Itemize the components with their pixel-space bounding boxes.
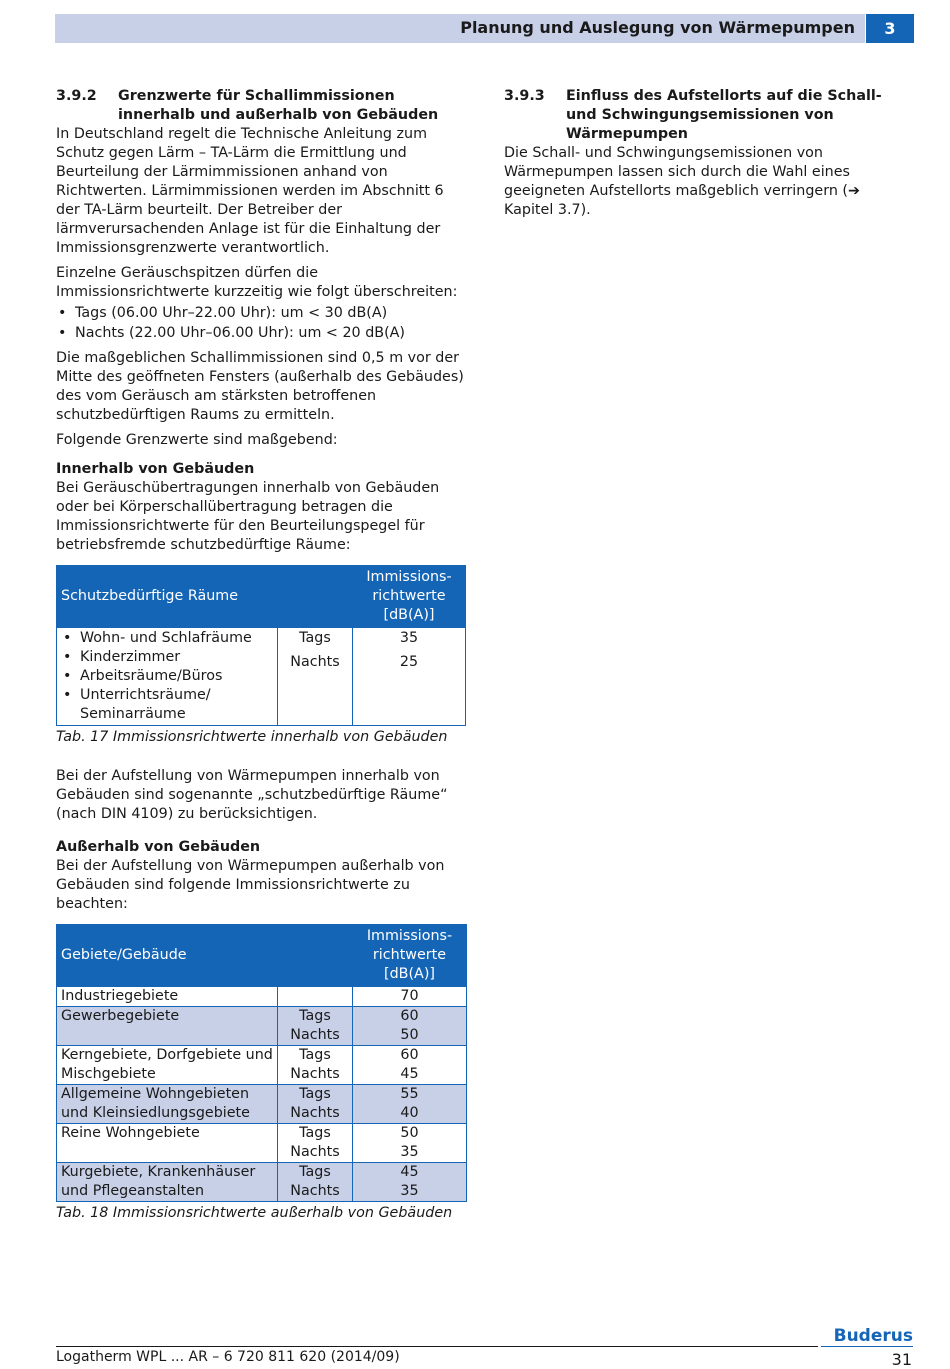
list-item: • Tags (06.00 Uhr–22.00 Uhr): um < 30 dB(A) <box>56 304 468 323</box>
table-header-cell <box>278 925 353 987</box>
paragraph-inside: Bei Geräuschübertragungen innerhalb von Gebäuden oder bei Körperschallübertragung betragen die Immissionsrichtwerte für den Beurteilungspegel für betriebsfremde schutzbedürftige Räume: <box>56 480 440 553</box>
table-cell: 70 <box>353 987 467 1007</box>
table-cell <box>353 1046 467 1085</box>
cell-line: 50 <box>400 1125 419 1141</box>
left-column <box>56 87 468 1243</box>
table-row <box>57 1046 467 1085</box>
section-heading-392 <box>56 87 468 125</box>
table-header-cell <box>353 566 466 628</box>
list-item: • Wohn- und Schlafräume <box>61 629 273 648</box>
cell-line: Nachts <box>290 1105 340 1121</box>
cell-line: 40 <box>400 1105 419 1121</box>
cell-line: 25 <box>399 654 419 670</box>
table-cell: Kurgebiete, Krankenhäuser und Pflegeanstalten <box>57 1163 278 1202</box>
footer-rule <box>56 1346 818 1347</box>
list-item: • Arbeitsräume/Büros <box>61 667 273 686</box>
table-18 <box>56 924 467 1202</box>
cell-line: Tags <box>299 1047 331 1063</box>
table-cell <box>353 1163 467 1202</box>
table-cell: Allgemeine Wohngebieten und Kleinsiedlungsgebiete <box>57 1085 278 1124</box>
table-header-cell: Gebiete/Gebäude <box>57 925 278 987</box>
section-title: Grenzwerte für Schallimmissionen innerhalb und außerhalb von Gebäuden <box>118 88 439 123</box>
cell-line: 60 <box>400 1008 419 1024</box>
table-header-cell <box>278 566 353 628</box>
header-line: richtwerte <box>372 947 447 963</box>
header-line: richtwerte <box>372 588 446 604</box>
buderus-logo: Buderus <box>833 1326 913 1346</box>
section-heading-393 <box>504 87 904 144</box>
table-cell <box>353 1124 467 1163</box>
table-cell <box>353 1085 467 1124</box>
section-title: Einfluss des Aufstellorts auf die Schall- und Schwingungsemissionen von Wärmepumpen <box>566 88 882 142</box>
cell-line: Nachts <box>290 654 340 670</box>
paragraph-location: Die Schall- und Schwingungsemissionen von Wärmepumpen lassen sich durch die Wahl eines geeigneten Aufstellorts maßgeblich verringern (➔ Kapitel 3.7). <box>504 145 860 218</box>
right-column <box>504 87 904 226</box>
table-cell <box>278 987 353 1007</box>
table-row <box>57 1124 467 1163</box>
list-item: • Unterrichtsräume/ Seminarräume <box>61 686 273 724</box>
table-cell <box>353 628 466 726</box>
table-row <box>57 1007 467 1046</box>
cell-line: 45 <box>400 1066 419 1082</box>
table-cell: Kerngebiete, Dorfgebiete und Mischgebiete <box>57 1046 278 1085</box>
logo-underline <box>821 1346 913 1347</box>
table-cell <box>278 1007 353 1046</box>
table-header-cell: Schutzbedürftige Räume <box>57 566 278 628</box>
cell-line: Nachts <box>290 1027 340 1043</box>
paragraph-measurement: Die maßgeblichen Schallimmissionen sind 0,5 m vor der Mitte des geöffneten Fensters (außerhalb des Gebäudes) des vom Geräusch am stärksten betroffenen schutzbedürftigen Raums zu ermitteln. <box>56 350 464 423</box>
section-number: 3.9.2 <box>56 88 97 104</box>
room-list <box>61 629 273 724</box>
table-row <box>57 628 466 726</box>
table-cell: Industriegebiete <box>57 987 278 1007</box>
list-item: • Kinderzimmer <box>61 648 273 667</box>
table-header-cell <box>353 925 467 987</box>
header-line: [dB(A)] <box>384 966 435 982</box>
cell-line: Tags <box>299 1008 331 1024</box>
table-17 <box>56 565 466 726</box>
table-cell <box>353 1007 467 1046</box>
table-cell <box>278 1124 353 1163</box>
paragraph-limits: Folgende Grenzwerte sind maßgebend: <box>56 432 338 448</box>
paragraph-peaks: Einzelne Geräuschspitzen dürfen die Immissionsrichtwerte kurzzeitig wie folgt überschreiten: <box>56 265 458 300</box>
page-number: 31 <box>891 1350 912 1369</box>
table-cell <box>278 628 353 726</box>
section-number: 3.9.3 <box>504 88 545 104</box>
cell-line: 45 <box>400 1164 419 1180</box>
list-item: • Nachts (22.00 Uhr–06.00 Uhr): um < 20 dB(A) <box>56 324 468 343</box>
table-header-row <box>57 925 467 987</box>
caption-17: Tab. 17 Immissionsrichtwerte innerhalb von Gebäuden <box>56 729 448 745</box>
table-cell <box>278 1046 353 1085</box>
header-line: Immissions- <box>366 928 453 944</box>
table-cell: Gewerbegebiete <box>57 1007 278 1046</box>
subheading-outside: Außerhalb von Gebäuden <box>56 839 261 855</box>
table-row <box>57 987 467 1007</box>
cell-line: Nachts <box>290 1183 340 1199</box>
cell-line: Nachts <box>290 1144 340 1160</box>
table-cell <box>57 628 278 726</box>
cell-line: 60 <box>400 1047 419 1063</box>
subheading-inside: Innerhalb von Gebäuden <box>56 461 255 477</box>
header-line: [dB(A)] <box>383 607 435 623</box>
cell-line: Tags <box>299 1125 331 1141</box>
chapter-number: 3 <box>866 14 914 43</box>
cell-line: Tags <box>299 1164 331 1180</box>
table-cell: Reine Wohngebiete <box>57 1124 278 1163</box>
cell-line: 50 <box>400 1027 419 1043</box>
table-cell <box>278 1085 353 1124</box>
cell-line: 55 <box>400 1086 419 1102</box>
table-cell <box>278 1163 353 1202</box>
paragraph-din4109: Bei der Aufstellung von Wärmepumpen innerhalb von Gebäuden sind sogenannte „schutzbedürftige Räume“ (nach DIN 4109) zu berücksichtigen. <box>56 768 448 822</box>
header-title: Planung und Auslegung von Wärmepumpen <box>460 18 855 37</box>
paragraph-outside: Bei der Aufstellung von Wärmepumpen außerhalb von Gebäuden sind folgende Immissionsrichtwerte zu beachten: <box>56 858 445 912</box>
cell-line: Nachts <box>290 1066 340 1082</box>
peak-list <box>56 304 468 343</box>
table-row <box>57 1163 467 1202</box>
cell-line: 35 <box>400 1144 419 1160</box>
footer-document-id: Logatherm WPL ... AR – 6 720 811 620 (2014/09) <box>56 1349 400 1365</box>
paragraph-ta-laerm: In Deutschland regelt die Technische Anleitung zum Schutz gegen Lärm – TA-Lärm die Ermittlung und Beurteilung der Lärmimmissionen anhand von Richtwerten. Lärmimmissionen werden im Abschnitt 6 der TA-Lärm beurteilt. Der Betreiber der lärmverursachenden Anlage ist für die Einhaltung der Immissionsgrenzwerte verantwortlich. <box>56 126 444 256</box>
cell-line: Tags <box>299 630 331 646</box>
header-line: Immissions- <box>366 569 452 585</box>
table-header-row <box>57 566 466 628</box>
cell-line: 35 <box>399 630 419 646</box>
cell-line: Tags <box>299 1086 331 1102</box>
caption-18: Tab. 18 Immissionsrichtwerte außerhalb von Gebäuden <box>56 1205 453 1221</box>
cell-line: 35 <box>400 1183 419 1199</box>
table-row <box>57 1085 467 1124</box>
